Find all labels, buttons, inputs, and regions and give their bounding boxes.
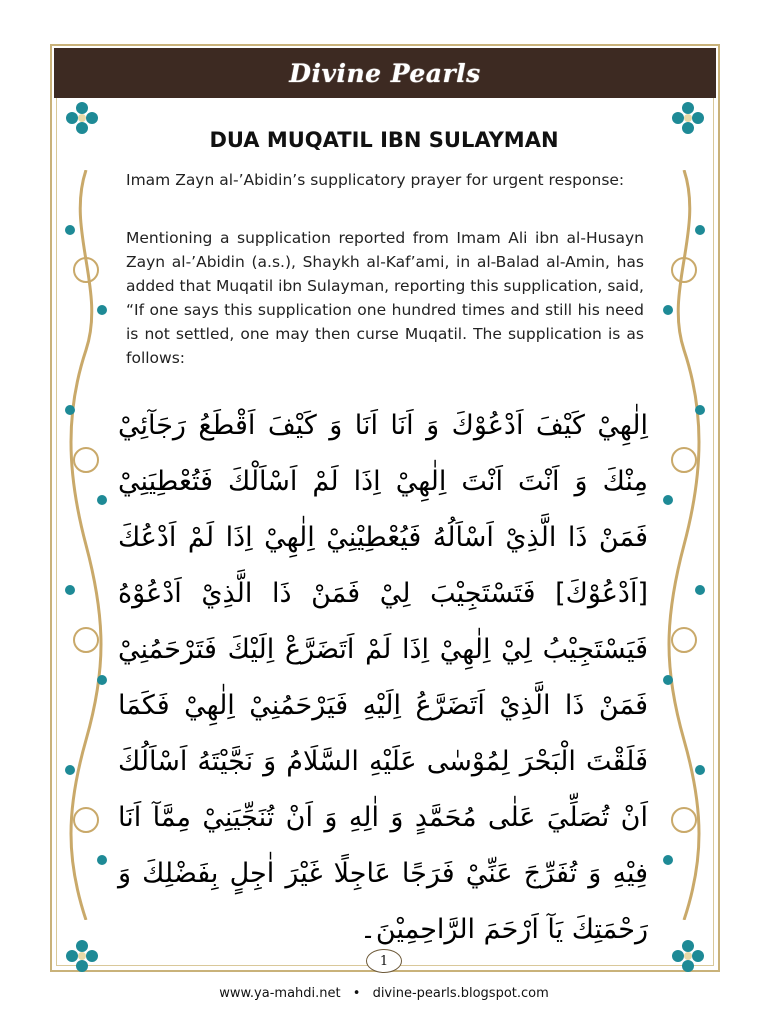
vine-ornament-icon (654, 170, 714, 920)
flower-corner-icon (670, 938, 706, 974)
body-paragraph: Mentioning a supplication reported from Imam Ali ibn al-Husayn Zayn al-’Abidin (a.s.), Shaykh al-Kaf’ami, in al-Balad al-Amin, has added that Muqatil ibn Sulayman, reporting this supplication, said, “If one says this supplication one hundred times and still his need is not settled, one may then curse Muqatil. The supplication is as follows: (126, 229, 644, 367)
brand-title: Divine Pearls (289, 58, 481, 88)
page-number: 1 (366, 949, 402, 973)
header-banner (54, 48, 716, 98)
flower-corner-icon (64, 100, 100, 136)
footer (0, 986, 768, 1001)
vine-ornament-icon (56, 170, 116, 920)
footer-separator: • (352, 986, 361, 1001)
arabic-supplication: اِلٰهِيْ كَيْفَ اَدْعُوْكَ وَ اَنَا اَنَا وَ كَيْفَ اَقْطَعُ رَجَآئِيْ مِنْكَ وَ اَنْتَ اَنْتَ اِلٰهِيْ اِذَا لَمْ اَسْاَلْكَ فَتُعْطِيَنِيْ فَمَنْ ذَا الَّذِيْ اَسْاَلُهُ فَيُعْطِيْنِيْ اِلٰهِيْ اِذَا لَمْ اَدْعُكَ [اَدْعُوْكَ] فَتَسْتَجِيْبَ لِيْ فَمَنْ ذَا الَّذِيْ اَدْعُوْهُ فَيَسْتَجِيْبُ لِيْ اِلٰهِيْ اِذَا لَمْ اَتَضَرَّعْ اِلَيْكَ فَتَرْحَمُنِيْ فَمَنْ ذَا الَّذِيْ اَتَضَرَّعُ اِلَيْهِ فَيَرْحَمُنِيْ اِلٰهِيْ فَكَمَا فَلَقْتَ الْبَحْرَ لِمُوْسٰى عَلَيْهِ السَّلَامُ وَ نَجَّيْتَهُ اَسْاَلُكَ اَنْ تُصَلِّيَ عَلٰى مُحَمَّدٍ وَ اٰلِهِ وَ اَنْ تُنَجِّيَنِيْ مِمَّآ اَنَا فِيْهِ وَ تُفَرِّجَ عَنِّيْ فَرَجًا عَاجِلًا غَيْرَ اٰجِلٍ بِفَضْلِكَ وَ رَحْمَتِكَ يَآ اَرْحَمَ الرَّاحِمِيْنَ۔ (118, 410, 648, 945)
page-number-badge (344, 946, 424, 976)
footer-link-divine-pearls[interactable]: divine-pearls.blogspot.com (372, 986, 549, 1001)
flower-corner-icon (670, 100, 706, 136)
intro-paragraph: Imam Zayn al-’Abidin’s supplicatory prayer for urgent response: (126, 171, 625, 189)
document-title: DUA MUQATIL IBN SULAYMAN (209, 128, 559, 152)
footer-link-ya-mahdi[interactable]: www.ya-mahdi.net (219, 986, 341, 1001)
flower-corner-icon (64, 938, 100, 974)
